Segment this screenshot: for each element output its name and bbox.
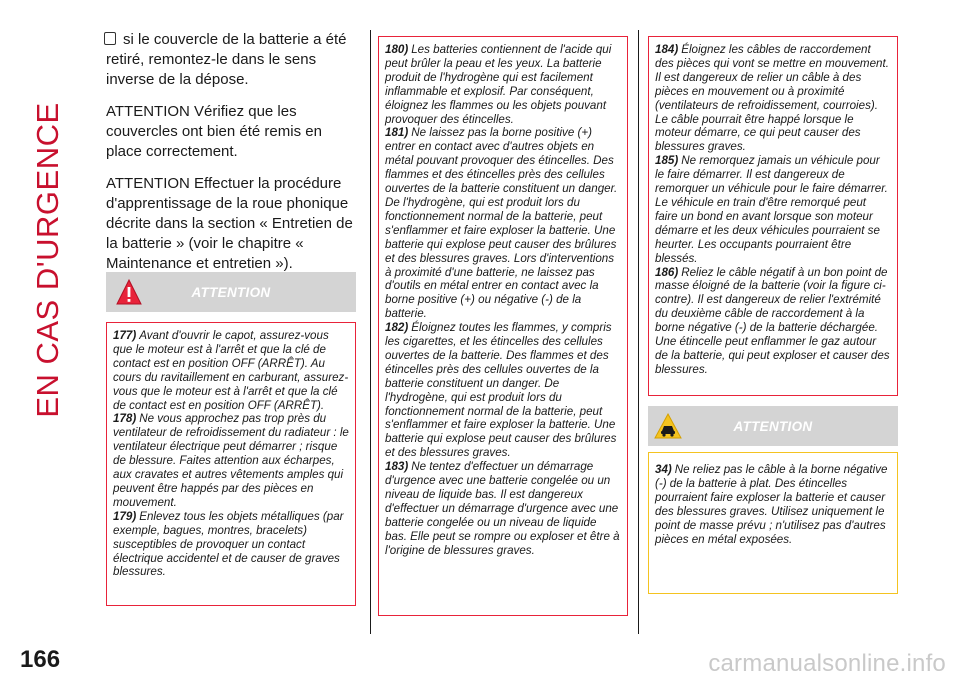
attention-banner	[106, 272, 356, 312]
body-paragraph: si le couvercle de la batterie a été retiré, remontez-le dans le sens inverse de la dépose.	[106, 31, 347, 88]
body-paragraph: ATTENTION Effectuer la procédure d'apprentissage de la roue phonique décrite dans la section « Entretien de la batterie » (voir le chapitre « Maintenance et entretien »).	[106, 175, 353, 272]
attention-label: ATTENTION	[733, 418, 813, 434]
section-title: EN CAS D'URGENCE	[30, 102, 65, 418]
note-item: 34) Ne reliez pas le câble à la borne négative (-) de la batterie à plat. Des étincelles pourraient faire exploser la batterie et causer des blessures graves. Utilisez uniquement le point de masse prévu ; n'utilisez pas d'autres pièces en métal exposées.	[655, 463, 888, 546]
warning-item: 177) Avant d'ouvrir le capot, assurez-vous que le moteur est à l'arrêt et que la clé de contact est en position OFF (ARRÊT). Au cours du ravitaillement en carburant, assurez-vous que le moteur est à l'arrêt et que la clé de contact est en position OFF (ARRÊT).	[113, 329, 349, 412]
warning-box-continued	[648, 36, 898, 396]
warning-item: 183) Ne tentez d'effectuer un démarrage d'urgence avec une batterie congelée ou un niveau de liquide bas. Il est dangereux d'effectuer un démarrage d'urgence avec une batterie congelée ou un niveau de liquide bas. Elle peut se rompre ou exploser et être à l'origine de blessures graves.	[385, 460, 620, 557]
warning-box-continued	[378, 36, 628, 616]
attention-banner	[648, 406, 898, 446]
warning-item: 186) Reliez le câble négatif à un bon point de masse éloigné de la batterie (voir la figure ci-contre). Il est dangereux de relier l'extrémité du deuxième câble de raccordement à la borne négative (-) de la batterie déchargée. Une étincelle peut enflammer le gaz autour de la batterie, qui peut exploser et causer des blessures.	[655, 265, 890, 376]
car-service-icon	[654, 412, 682, 440]
warning-item: 184) Éloignez les câbles de raccordement des pièces qui vont se mettre en mouvement. Il est dangereux de relier un câble à des pièces en mouvement ou à proximité (ventilateurs de refroidissement, courroies). Le câble pourrait être happé lorsque le moteur démarre, ce qui peut causer des blessures graves.	[655, 43, 889, 154]
warning-triangle-icon	[116, 278, 142, 306]
page-number: 166	[20, 646, 61, 673]
note-box	[648, 452, 898, 594]
warning-item: 181) Ne laissez pas la borne positive (+) entrer en contact avec d'autres objets en métal pouvant provoquer des étincelles. Des flammes et des étincelles près des cellules ouvertes de la batterie constituent un danger. De l'hydrogène, qui est produit lors du fonctionnement normal de la batterie, peut s'enflammer et faire exploser la batterie. Une batterie qui explose peut causer des brûlures et des blessures graves. Lors d'interventions à proximité d'une batterie, ne laissez pas d'outils en métal entrer en contact avec la borne positive (+) ou négative (-) de la batterie.	[385, 126, 618, 321]
warning-item: 179) Enlevez tous les objets métalliques (par exemple, bagues, montres, bracelets) susceptibles de provoquer un contact électrique accidentel et de causer de graves blessures.	[113, 509, 344, 579]
warning-item: 180) Les batteries contiennent de l'acide qui peut brûler la peau et les yeux. La batterie produit de l'hydrogène qui est facilement inflammable et explosif. Par conséquent, éloignez les flammes ou les objets pouvant provoquer des étincelles.	[385, 43, 612, 126]
warning-item: 185) Ne remorquez jamais un véhicule pour le faire démarrer. Il est dangereux de remorquer un véhicule pour le faire démarrer. Le véhicule en train d'être remorqué peut faire un bond en avant lorsque son moteur démarre et les deux véhicules pourraient se heurter. Les occupants pourraient être blessés.	[655, 154, 888, 265]
body-paragraph: ATTENTION Vérifiez que les couvercles ont bien été remis en place correctement.	[106, 103, 322, 160]
column-divider	[638, 30, 639, 634]
column-1	[106, 30, 356, 286]
checkbox-icon	[104, 32, 116, 45]
attention-label: ATTENTION	[191, 284, 271, 300]
watermark: carmanualsonline.info	[708, 650, 946, 677]
column-divider	[370, 30, 371, 634]
warning-box	[106, 322, 356, 606]
warning-item: 182) Éloignez toutes les flammes, y compris les cigarettes, et les étincelles des cellules ouvertes de la batterie. Des flammes et des étincelles près des cellules ouvertes de la batterie constituent un danger. De l'hydrogène, qui est produit lors du fonctionnement normal de la batterie, peut s'enflammer et faire exploser la batterie. Une batterie qui explose peut causer des brûlures et des blessures graves.	[385, 321, 617, 460]
warning-item: 178) Ne vous approchez pas trop près du ventilateur de refroidissement du radiateur : le ventilateur électrique peut démarrer ; risque de blessure. Faites attention aux écharpes, aux cravates et autres vêtements amples qui peuvent être happés par des pièces en mouvement.	[113, 412, 349, 509]
